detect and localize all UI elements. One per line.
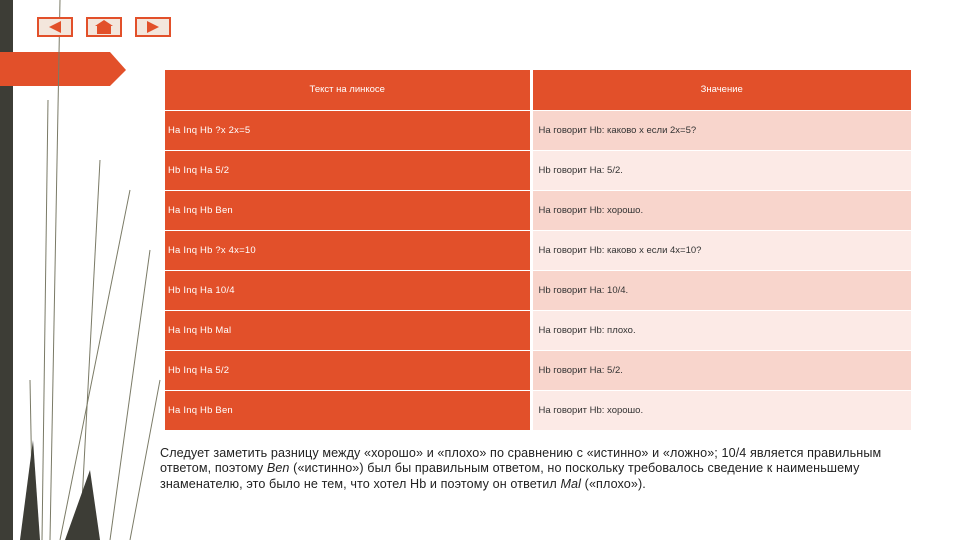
table-row xyxy=(165,150,911,190)
note-ben: Ben xyxy=(266,461,290,476)
header-linkos-text: Текст на линкосе xyxy=(165,70,531,110)
note-text-1: Следует заметить разницу между «хорошо» и «плохо» по сравнению с «истинно» и «ложно»; 10/4 является правильным ответом, поэтому xyxy=(160,446,882,476)
meaning-cell: Hb говорит Ha: 5/2. xyxy=(531,350,911,390)
triangle-right-icon xyxy=(145,21,161,33)
table-row xyxy=(165,390,911,430)
next-slide-button[interactable] xyxy=(135,17,171,37)
linkos-cell: Hb Inq Ha 5/2 xyxy=(165,350,531,390)
note-text-3: («плохо»). xyxy=(581,476,646,491)
linkos-table xyxy=(165,70,911,431)
linkos-cell: Ha Inq Hb Ben xyxy=(165,390,531,430)
table-row xyxy=(165,110,911,150)
slide-navigation xyxy=(37,17,171,37)
table-row xyxy=(165,270,911,310)
linkos-cell: Ha Inq Hb ?x 4x=10 xyxy=(165,230,531,270)
linkos-cell: Hb Inq Ha 5/2 xyxy=(165,150,531,190)
note-mal: Mal xyxy=(560,476,582,491)
explanation-paragraph xyxy=(160,446,920,492)
prev-slide-button[interactable] xyxy=(37,17,73,37)
decorative-lines xyxy=(0,0,180,540)
table-header-row xyxy=(165,70,911,110)
meaning-cell: Ha говорит Hb: каково x если 4x=10? xyxy=(531,230,911,270)
meaning-cell: Ha говорит Hb: плохо. xyxy=(531,310,911,350)
orange-tab-shape xyxy=(0,52,126,86)
meaning-cell: Ha говорит Hb: хорошо. xyxy=(531,390,911,430)
meaning-cell: Hb говорит Ha: 10/4. xyxy=(531,270,911,310)
header-meaning: Значение xyxy=(531,70,911,110)
home-icon xyxy=(95,20,113,34)
note-text-2: («истинно») был бы правильным ответом, но поскольку требовалось сведение к наименьшему знаменателю, это было не тем, что хотел Hb и поэтому он ответил xyxy=(160,461,860,491)
linkos-cell: Ha Inq Hb Ben xyxy=(165,190,531,230)
linkos-cell: Ha Inq Hb ?x 2x=5 xyxy=(165,110,531,150)
triangle-left-icon xyxy=(47,21,63,33)
meaning-cell: Ha говорит Hb: хорошо. xyxy=(531,190,911,230)
table-row xyxy=(165,190,911,230)
meaning-cell: Hb говорит Ha: 5/2. xyxy=(531,150,911,190)
table-row xyxy=(165,230,911,270)
table-row xyxy=(165,350,911,390)
meaning-cell: Ha говорит Hb: каково x если 2x=5? xyxy=(531,110,911,150)
linkos-cell: Hb Inq Ha 10/4 xyxy=(165,270,531,310)
linkos-cell: Ha Inq Hb Mal xyxy=(165,310,531,350)
table-row xyxy=(165,310,911,350)
home-button[interactable] xyxy=(86,17,122,37)
